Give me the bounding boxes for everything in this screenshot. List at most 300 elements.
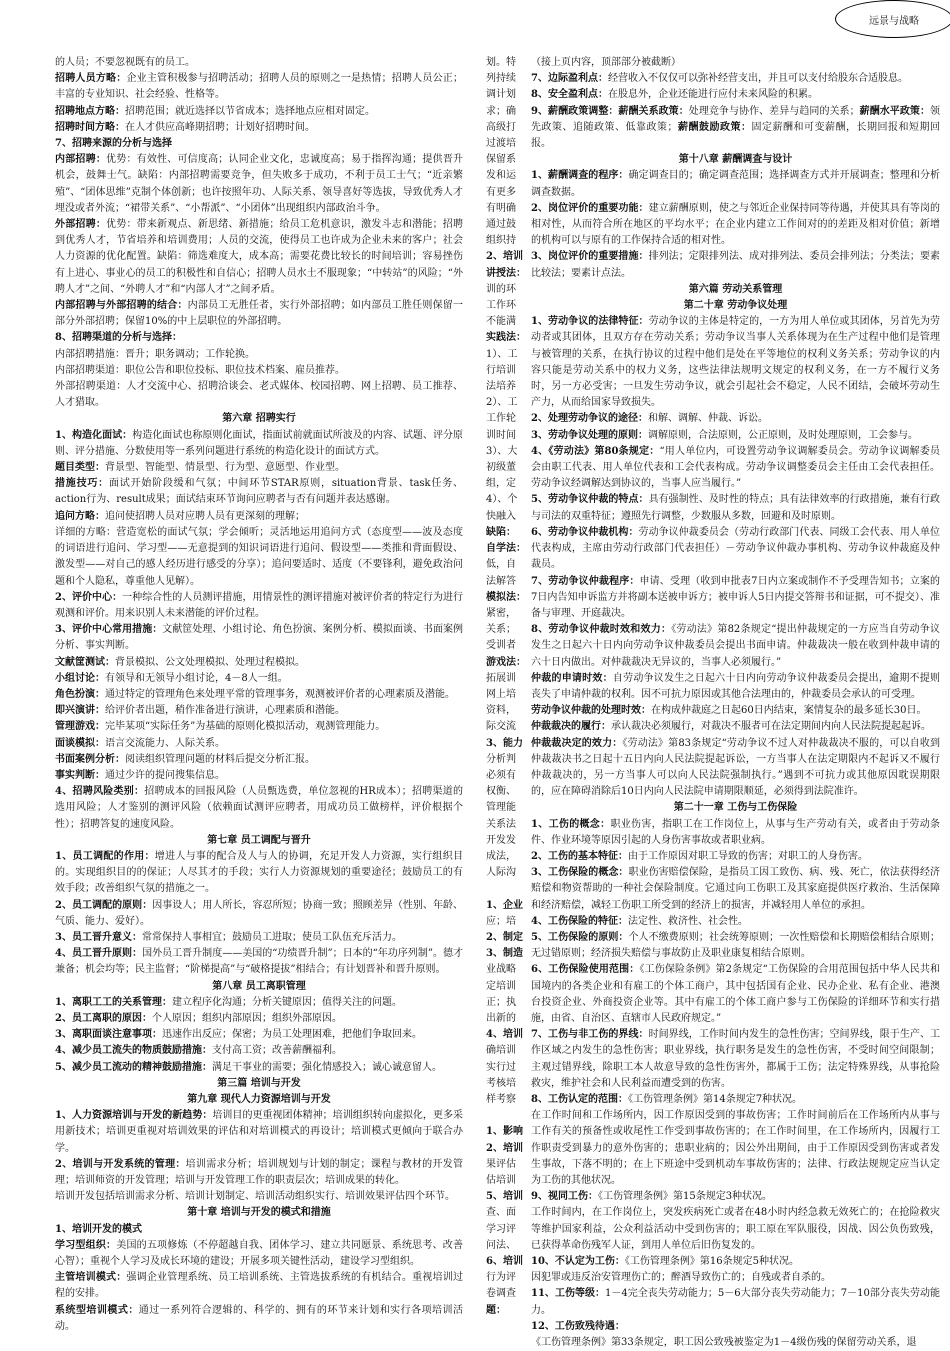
paragraph-text: （接上页内容，顶部部分被截断） bbox=[531, 57, 681, 68]
paragraph-text: 自劳动争议发生之日起六十日内向劳动争议仲裁委员会提出，逾期不提则丧失了申请仲裁的权利。因不可抗力原因或其他合法理由的，仲裁委员会承认的可受理。 bbox=[531, 672, 940, 700]
fragment-line: 划。特 bbox=[486, 57, 516, 68]
paragraph-label: 3、员工晋升意义： bbox=[55, 931, 142, 943]
paragraph-text: 经营收入不仅仅可以弥补经营支出，并且可以支付给股东合适股息。 bbox=[607, 73, 908, 85]
paragraph-text: 在构成仲裁庭之日起60日内结束，案情复杂的最多延长30日。 bbox=[651, 705, 927, 717]
fragment-line: 网上培 bbox=[486, 688, 516, 700]
paragraph bbox=[55, 930, 463, 946]
fragment-line: 列持续 bbox=[486, 73, 516, 85]
fragment-line: 开发发 bbox=[486, 834, 516, 846]
paragraph bbox=[55, 476, 463, 508]
paragraph-label: 招聘人员方略： bbox=[55, 73, 127, 85]
paragraph bbox=[55, 898, 463, 930]
paragraph bbox=[55, 752, 463, 768]
paragraph bbox=[55, 703, 463, 719]
paragraph-label: 仲裁的申请时效： bbox=[531, 672, 613, 684]
paragraph bbox=[531, 87, 940, 103]
paragraph bbox=[55, 768, 463, 784]
paragraph-text: 建立程序化沟通；分析关键原因；值得关注的问题。 bbox=[171, 996, 402, 1008]
paragraph bbox=[531, 411, 940, 427]
paragraph-text: 在工作时间和工作场所内，因工作原因受到的事故伤害；工作时间前后在工作场所内从事与工作有关的预备性或收尾性工作受到事故伤害的；在工作时间里，在工作场所内，因履行工作职责受到暴力的意外伤害的；患职业病的；因公外出期间，由于工作原因受到伤害或者发生事故，下落不明的；在上下班途中受到机动车事故伤害的；法律、行政法规规定应当认定为工伤的其他状况。 bbox=[531, 1110, 940, 1187]
paragraph bbox=[531, 1254, 940, 1270]
paragraph-label: 1、薪酬调查的程序： bbox=[531, 170, 629, 182]
paragraph-label: 7、劳动争议仲裁程序： bbox=[531, 575, 640, 587]
section-heading: 第二十章 劳动争议处理 bbox=[683, 300, 788, 312]
paragraph-text: 领先政策、追随政策、低靠政策； bbox=[531, 105, 940, 133]
paragraph bbox=[531, 104, 940, 153]
fragment-line: 正；执 bbox=[486, 996, 516, 1008]
paragraph bbox=[55, 136, 463, 152]
paragraph-text: 1－4完全丧失劳动能力；5－6大部分丧失劳动能力；7－10部分丧失劳动能力。 bbox=[531, 1288, 940, 1316]
fragment-line: 3、能力 bbox=[486, 737, 523, 749]
paragraph-label: 7、招聘来源的分析与选择 bbox=[55, 138, 172, 150]
paragraph-label: 仲裁裁决的履行： bbox=[531, 721, 611, 733]
fragment-line: 出新的 bbox=[486, 1012, 516, 1024]
paragraph-label: 6、劳动争议仲裁机构： bbox=[531, 526, 639, 538]
right-column bbox=[531, 55, 940, 1351]
fragment-line: 6、培训 bbox=[486, 1256, 523, 1268]
fragment-line: 估培训 bbox=[486, 1175, 516, 1187]
paragraph bbox=[55, 946, 463, 978]
fragment-line bbox=[486, 881, 528, 897]
fragment-line: 保留系 bbox=[486, 154, 516, 166]
paragraph-label: 12、工伤致残待遇： bbox=[531, 1320, 625, 1332]
paragraph-text: 美国的五项修炼（不停超越自我、团体学习、建立共同愿景、系统思考、改善心智）；重视个人学习及成长环境的建设；开展多项关键性活动，建设学习型组织。 bbox=[55, 1239, 463, 1268]
paragraph bbox=[531, 865, 940, 914]
paragraph bbox=[55, 363, 463, 379]
paragraph-text: 背景型、智能型、情景型、行为型、意愿型、作业型。 bbox=[105, 462, 345, 474]
fragment-line: 应；培 bbox=[486, 915, 516, 927]
paragraph-text: 《劳动法》第83条规定“劳动争议不过人对仲裁裁决不服的，可以自收到仲裁裁决书之日起十五日内向人民法院提起诉讼，一方当事人在法定期限内不起诉又不履行仲裁裁决的，另一方当事人可以向人民法院强制执行。”遇到不可抗力或其他原因耽误期限的，应在障碍消除后10日内向人民法院申请期限顺延，必须得到法院准许。 bbox=[531, 737, 940, 798]
paragraph bbox=[55, 379, 463, 411]
paragraph-label: 9、视同工伤： bbox=[531, 1191, 598, 1203]
paragraph-label: 3、评价中心常用措施： bbox=[55, 624, 163, 636]
paragraph bbox=[55, 655, 463, 671]
paragraph-text: 《工伤保险条例》第2条规定“工伤保险的合用范围包括中华人民共和国境内的各类企业和有雇工的个体工商户，其中包括国有企业、民办企业、私有企业、港澳台投资企业、外商投资企业等。其中有雇工的个体工商户参与工伤保险的详细环节和实行措施，由省、自治区、直辖市人民政府规定。” bbox=[531, 964, 940, 1024]
paragraph-label: 题目类型： bbox=[55, 462, 105, 474]
fragment-line: 拓展训 bbox=[486, 672, 516, 684]
section-heading: 第三篇 培训与开发 bbox=[217, 1077, 301, 1089]
fragment-line: 1、影响 bbox=[486, 1126, 523, 1138]
paragraph-label: 学习型组织： bbox=[55, 1239, 117, 1251]
paragraph bbox=[55, 590, 463, 622]
fragment-line: 查、面 bbox=[486, 1207, 516, 1219]
paragraph-text: 国外员工晋升制度——美国的“功绩晋升制”；日本的“年功序列制”。德才兼备；机会均等；民主监督；“阶梯提高”与“破格提拔”相结合；有计划晋补和晋升原则。 bbox=[55, 948, 463, 976]
fragment-line bbox=[486, 1108, 528, 1124]
paragraph bbox=[55, 1303, 463, 1335]
paragraph-label: 追问方略： bbox=[55, 510, 105, 522]
fragment-line: 3）、大 bbox=[486, 445, 518, 457]
paragraph-label: 6、工伤保险使用范围： bbox=[531, 964, 640, 976]
paragraph-text: 《工伤管理条例》第33条规定，职工因公致残被鉴定为1－4级伤残的保留劳动关系，退 bbox=[531, 1337, 917, 1349]
section-heading: 第九章 现代人力资源培训与开发 bbox=[187, 1094, 331, 1105]
paragraph bbox=[531, 1205, 940, 1254]
paragraph-label: 2、工伤的基本特征： bbox=[531, 850, 628, 862]
fragment-line: 过渡培 bbox=[486, 138, 516, 150]
paragraph-label: 10、不认定为工伤： bbox=[531, 1256, 625, 1268]
paragraph bbox=[531, 622, 940, 671]
paragraph bbox=[531, 1319, 940, 1335]
paragraph-text: 在股息外，企业还能进行应付未来风险的积累。 bbox=[607, 89, 818, 101]
fragment-line: 游戏法： bbox=[486, 656, 526, 668]
fragment-line: 2、制定 bbox=[486, 931, 523, 943]
fragment-line: 必须有 bbox=[486, 769, 516, 781]
fragment-line: 3、制造 bbox=[486, 948, 523, 960]
fragment-line: 卷调查 bbox=[486, 1288, 516, 1300]
paragraph-text: 优势：带来新观点、新思绪、新措施；给员工危机意识，激发斗志和潜能；招聘到优秀人才，节省培养和培训费用；人员的交流，使得员工也许成为企业未来的客户；社会人力资源的优化配置。缺陷：筛选难度大，成本高；需要花费比较长的时间培训；容易挫伤有上进心、事业心的员工的积极性和自信心；招聘人员水土不服现象；“中转站”的风险；“外聘人才”之间、“外聘人才”和“内部人才”之间矛盾。 bbox=[55, 219, 463, 295]
section-heading: 第八章 员工离职管理 bbox=[212, 980, 306, 992]
paragraph-label: 1、离职工工的关系管理： bbox=[55, 996, 172, 1008]
paragraph bbox=[531, 671, 940, 703]
paragraph-label: 4、员工晋升原则： bbox=[55, 948, 143, 960]
fragment-line: 问法、 bbox=[486, 1239, 516, 1251]
paragraph-text: 培训需求分析；培训规划与计划的制定；课程与教材的开发管理；培训师资的开发管理；培训与开发管理工作的职责层次；培训成果的转化。 bbox=[55, 1158, 463, 1187]
paragraph-text: 外部招聘渠道：人才交流中心、招聘洽谈会、老式媒体、校园招聘、网上招聘、员工推荐、人才猎取。 bbox=[55, 381, 463, 409]
paragraph-text: 处理竞争与协作、差异与趋同的关系； bbox=[688, 105, 860, 117]
fragment-line: 实践法： bbox=[486, 332, 526, 344]
paragraph-label: 8、招聘渠道的分析与选择： bbox=[55, 332, 182, 344]
fragment-line: 行培训 bbox=[486, 364, 516, 376]
fragment-line: 样考察 bbox=[486, 1094, 516, 1105]
paragraph bbox=[531, 849, 940, 865]
paragraph bbox=[531, 962, 940, 1027]
fragment-line: 2、培训 bbox=[486, 251, 523, 263]
paragraph-label: 仲裁裁决定的效力： bbox=[531, 737, 623, 749]
paragraph-label: 措施技巧： bbox=[55, 478, 109, 490]
fragment-line: 低，自 bbox=[486, 559, 516, 571]
fragment-line: 资料， bbox=[486, 705, 516, 717]
fragment-line: 法解答 bbox=[486, 575, 516, 587]
fragment-line: 管理能 bbox=[486, 802, 516, 814]
paragraph-label: 管理游戏： bbox=[55, 721, 105, 733]
section-heading: 第六章 招聘实行 bbox=[222, 413, 296, 425]
fragment-line: 有明确 bbox=[486, 202, 516, 214]
paragraph-text: 强调企业管理系统、员工培训系统、主管选拔系统的有机结合。重视培训过程的安排。 bbox=[55, 1272, 463, 1300]
paragraph-label: 8、安全盈利点： bbox=[531, 89, 608, 101]
paragraph bbox=[531, 736, 940, 801]
fragment-line: 求；确 bbox=[486, 105, 516, 117]
paragraph-text: 企业主管积极参与招聘活动；招聘人员的原则之一是热情；招聘人员公正；丰富的专业知识、社会经验、性格等。 bbox=[55, 73, 463, 101]
paragraph-label: 1、员工调配的作用： bbox=[55, 850, 155, 862]
paragraph-label: 主管培训模式： bbox=[55, 1272, 127, 1284]
fragment-line: 工作环 bbox=[486, 300, 516, 312]
fragment-line: 分析判 bbox=[486, 753, 516, 765]
paragraph-text: 详细的方略：营造宽松的面试气氛；学会倾听；灵活地运用追问方式（态度型——波及态度的词语进行追问、学习型——无意提到的知识词语进行追问、假设型——类推和背面假设、激发型——对自己的感人经历进行感受的分享）；追问要适时、适度（不要锋利，避免政治问题和个人隐私，尊重他人见解）。 bbox=[55, 526, 463, 587]
fragment-line: 行为评 bbox=[486, 1272, 516, 1284]
fragment-line: 讲授法： bbox=[486, 267, 526, 279]
paragraph bbox=[531, 55, 940, 71]
fragment-line: 4、培训 bbox=[486, 1029, 523, 1041]
paragraph-text: 通过特定的管理角色来处理平常的管理事务，观测被评价者的心理素质及潜能。 bbox=[105, 688, 455, 700]
paragraph-text: 工作时间内，在工作岗位上，突发疾病死亡或者在48小时内经急救无效死亡的；在抢险救灾等维护国家利益，公众利益活动中受到伤害的；职工原在军队服役，因战、因公负伤致残，已获得革命伤残军人证，到用人单位后旧伤复发的。 bbox=[531, 1207, 940, 1251]
fragment-line: 组织持 bbox=[486, 235, 516, 247]
fragment-line: 果评估 bbox=[486, 1158, 516, 1170]
paragraph-label: 9、薪酬政策调整：薪酬关系政策： bbox=[531, 105, 689, 117]
paragraph bbox=[55, 995, 463, 1011]
paragraph bbox=[55, 1011, 463, 1027]
fragment-line: 实行过 bbox=[486, 1061, 516, 1073]
paragraph-text: 《工伤管理条例》第14条规定7种状况。 bbox=[627, 1094, 803, 1105]
paragraph-label: 2、岗位评价的重要功能： bbox=[531, 202, 649, 214]
paragraph-text: 一种综合性的人员测评措施，用情景性的测评措施对被评价者的特定行为进行观测和评价。用来识别人未来潜能的评价过程。 bbox=[55, 591, 463, 619]
paragraph bbox=[531, 249, 940, 281]
paragraph-text: 建立薪酬原则，使之与邻近企业保持同等待遇，并使其具有等岗的相对性，从而符合所在地区的平均水平；在企业内建立工作间对的的差距及相对价值；新增的机构可以与原有的工作保持合适的相对性。 bbox=[531, 202, 940, 247]
paragraph-label: 3、工伤保险的概念： bbox=[531, 867, 629, 879]
paragraph-text: 常常保持人事相宜；鼓励员工进取；使员工队伍充斥活力。 bbox=[141, 931, 402, 943]
paragraph bbox=[55, 330, 463, 346]
fragment-line: 发和运 bbox=[486, 170, 516, 182]
paragraph-text: 通过少许的提问搜集信息。 bbox=[105, 769, 225, 781]
paragraph-label: 2、评价中心： bbox=[55, 591, 123, 603]
paragraph-label: 1、劳动争议的法律特征： bbox=[531, 316, 649, 328]
fragment-line: 模拟法： bbox=[486, 591, 526, 603]
fragment-line: 2、培训 bbox=[486, 1142, 523, 1154]
paragraph bbox=[531, 1092, 940, 1108]
paragraph bbox=[531, 1108, 940, 1189]
paragraph-label: 3、离职面谈注意事项： bbox=[55, 1029, 162, 1041]
paragraph bbox=[55, 784, 463, 833]
fragment-line: 业战略 bbox=[486, 964, 516, 976]
paragraph bbox=[531, 1335, 940, 1351]
paragraph-text: 优势：有效性、可信度高；认同企业文化，忠诚度高；易于指挥沟通；提供晋升机会，鼓舞士气。缺陷：内部招聘需要竞争，但失败多于成功，不利于员工士气；“近亲繁殖”、“团体思维”克制个体创新；也许按照年功、人际关系、领导喜好等选拔，导致优秀人才埋没或者外流；“裙带关系”、“小帮派”、“小团体”出现组织内部政治斗争。 bbox=[55, 154, 463, 214]
paragraph-text: 在人才供应高峰期招聘；计划好招聘时间。 bbox=[125, 121, 315, 133]
paragraph bbox=[55, 1222, 463, 1238]
paragraph-text: 招聘范围；就近选择以节省成本；选择地点应相对固定。 bbox=[125, 105, 375, 117]
paragraph-label: 书面案例分析： bbox=[55, 753, 125, 765]
fragment-line: 学习评 bbox=[486, 1223, 516, 1235]
paragraph-text: 调解原则，合法原则，公正原则，及时处理原则，工会参与。 bbox=[647, 429, 918, 441]
fragment-line: 训时间 bbox=[486, 429, 516, 441]
middle-column-fragment bbox=[486, 55, 528, 1344]
paragraph-text: 满足干事业的需要；强化情感投入；诚心诚意留人。 bbox=[211, 1061, 442, 1073]
paragraph-text: 《工伤管理条例》第16条规定5种状况。 bbox=[624, 1256, 800, 1268]
paragraph bbox=[55, 736, 463, 752]
paragraph-label: 2、处理劳动争议的途径： bbox=[531, 413, 648, 425]
paragraph-text: 和解、调解、仲裁、诉讼。 bbox=[647, 413, 768, 425]
fragment-line: 缺陷： bbox=[486, 526, 516, 538]
fragment-line: 训的环 bbox=[486, 283, 516, 295]
paragraph-text: 《劳动法》第82条规定“提出仲裁规定的一方应当自劳动争议发生之日起六十日内向劳动争议仲裁委员会提出书面申请。仲裁裁决一般在收到仲裁申请的六十日内做出。对仲裁裁决无异议的，当事人必须履行。” bbox=[531, 624, 940, 668]
paragraph-label: 3、劳动争议处理的原则： bbox=[531, 429, 648, 441]
paragraph bbox=[55, 1157, 463, 1189]
paragraph-text: 内部招聘措施：晋升；职务调动；工作轮换。 bbox=[55, 348, 255, 360]
paragraph-text: 通过一系列符合逻辑的、科学的、拥有的环节来计划和实行各项培训活动。 bbox=[55, 1304, 463, 1332]
paragraph-text: 面试开始阶段缓和气氛；中间环节STAR原则，situation背景、task任务、action行为、result成果；面试结束环节询问应聘者与否有问题并表达感谢。 bbox=[55, 478, 463, 506]
paragraph bbox=[531, 574, 940, 623]
paragraph-text: 培训开发包括培训需求分析、培训计划制定、培训活动组织实行、培训效果评估四个环节。 bbox=[55, 1191, 455, 1203]
paragraph bbox=[531, 914, 940, 930]
paragraph-text: 培训目的更重视团体精神；培训组织转向虚拟化，更多采用新技术；培训更重视对培训效果的评估和对培训模式的再设计；培训模式更倾向于联合办学。 bbox=[55, 1110, 463, 1154]
paragraph bbox=[55, 1270, 463, 1302]
paragraph-label: 2、员工调配的原则： bbox=[55, 899, 153, 911]
paragraph bbox=[55, 1027, 463, 1043]
paragraph-text: 迅速作出反应；保密；为员工处理困难，把他们争取回来。 bbox=[161, 1029, 422, 1041]
paragraph bbox=[531, 817, 940, 849]
paragraph bbox=[55, 104, 463, 120]
paragraph-text: 支付高工资；改善薪酬福利。 bbox=[211, 1045, 342, 1057]
paragraph bbox=[55, 1043, 463, 1059]
fragment-line: 际交流 bbox=[486, 721, 516, 733]
fragment-line: 确培训 bbox=[486, 1045, 516, 1057]
paragraph bbox=[55, 120, 463, 136]
paragraph-text: 时间界线，工作时间内发生的急性伤害；空间界线，限于生产、工作区域之内发生的急性伤害；职业界线，执行职务是发生的急性伤害，不受时间空间限制；主观过错界线，除职工本人故意导致的急性伤害外，都属于工伤；法定特殊界线，从事抢险救灾，维护社会和人民利益而遭受到的伤害。 bbox=[531, 1029, 940, 1089]
paragraph-label: 薪酬鼓励政策： bbox=[677, 121, 752, 133]
paragraph bbox=[55, 1060, 463, 1076]
fragment-line: 初级董 bbox=[486, 462, 516, 474]
paragraph-label: 1、构造化面试： bbox=[55, 429, 133, 441]
fragment-line: 定培训 bbox=[486, 980, 516, 992]
fragment-line: 法培养 bbox=[486, 381, 516, 393]
paragraph-text: 申请、受理（收到申批表7日内立案或制作不予受理告知书；立案的7日内告知申诉监方并将副本送被申诉方；被申诉人5日内提交答辩书和证据，可不提交）、准备与审理、开庭裁决。 bbox=[531, 575, 940, 619]
paragraph-text: 的人员；不要忽视既有的员工。 bbox=[55, 57, 195, 68]
paragraph bbox=[55, 671, 463, 687]
paragraph-label: 事实判断： bbox=[55, 769, 105, 781]
paragraph bbox=[531, 428, 940, 444]
paragraph-text: 阅读组织管理问题的材料后提交分析汇报。 bbox=[125, 753, 315, 765]
fragment-line: 题： bbox=[486, 1304, 506, 1316]
fragment-line: 不能满 bbox=[486, 316, 516, 328]
fragment-line: 关系； bbox=[486, 624, 516, 636]
paragraph-text: 给评价者出题，稍作准备进行演讲，心理素质和潜能。 bbox=[105, 705, 345, 717]
paragraph bbox=[55, 298, 463, 330]
paragraph-label: 2、培训与开发系统的管理： bbox=[55, 1158, 186, 1170]
paragraph-label: 1、工伤的概念： bbox=[531, 818, 611, 830]
section-heading: 第六篇 劳动关系管理 bbox=[688, 283, 783, 295]
paragraph-text: 排列法；定限排列法、成对排列法、委员会排列法；分类法；要素比较法；要素计点法。 bbox=[531, 251, 940, 279]
paragraph bbox=[531, 1189, 940, 1205]
paragraph bbox=[55, 1238, 463, 1270]
paragraph-label: 招聘时间方略： bbox=[55, 121, 125, 133]
paragraph-label: 劳动争议仲裁的处理时效： bbox=[531, 705, 651, 717]
paragraph bbox=[531, 71, 940, 87]
paragraph-text: 个人原因；组织内部原因；组织外部原因。 bbox=[151, 1012, 342, 1024]
paragraph-label: 5、工伤保险的原则： bbox=[531, 931, 629, 943]
paragraph bbox=[531, 492, 940, 524]
paragraph-label: 文献筐测试： bbox=[55, 656, 115, 668]
paragraph-text: 构造化面试也称原则化面试，指面试前就面试所波及的内容、试题、评分原则、评分措施、分数使用等一系列问题进行系统的构造化设计的面试方式。 bbox=[55, 429, 463, 457]
paragraph-text: 由于工作原因对职工导致的伤害；对职工的人身伤害。 bbox=[627, 850, 868, 862]
badge-text: 远景与战略 bbox=[869, 15, 919, 27]
paragraph-label: 4、《劳动法》第80条规定： bbox=[531, 445, 660, 457]
paragraph-label: 7、边际盈利点： bbox=[531, 73, 608, 85]
fragment-line: 1）、工 bbox=[486, 348, 518, 360]
paragraph-label: 内部招聘： bbox=[55, 154, 107, 166]
paragraph-text: 承认裁决必须履行，对裁决不服者可在法定期间内向人民法院提起起诉。 bbox=[611, 721, 931, 733]
paragraph-text: 劳动争议的主体是特定的，一方为用人单位或其团体，另首先为劳动者或其团体，且双方存在劳动关系；劳动争议当事人关系体现为在生产过程中他们是管理与被管理的关系，在执行协议的过程中他们是处在平等地位的权利义务关系；劳动争议的内容只能是劳动关系中的权力义务，这些法律法规明文规定的权利义务，在一方不履行义务时，另一方必受害；一旦发生劳动争议，就会引起社会不稳定，人民不团结，会破坏劳动生产力，从而给国家导致损失。 bbox=[531, 316, 940, 409]
section-heading: 第十八章 薪酬调查与设计 bbox=[678, 154, 793, 166]
fragment-line: 权衡、 bbox=[486, 786, 516, 798]
fragment-line: 人际沟 bbox=[486, 867, 516, 879]
paragraph bbox=[531, 1027, 940, 1092]
paragraph-label: 5、劳动争议仲裁的特点： bbox=[531, 494, 649, 506]
paragraph bbox=[531, 525, 940, 574]
paragraph-text: 固定薪酬和可变薪酬，长期回报和短期回报。 bbox=[531, 121, 940, 150]
paragraph bbox=[55, 1189, 463, 1205]
paragraph-text: 背景模拟、公文处理模拟、处理过程模拟。 bbox=[115, 656, 305, 668]
paragraph bbox=[55, 347, 463, 363]
left-column bbox=[55, 55, 463, 1335]
paragraph-label: 5、减少员工流动的精神鼓励措施： bbox=[55, 1061, 212, 1073]
paragraph bbox=[531, 1270, 940, 1286]
paragraph bbox=[531, 201, 940, 250]
paragraph bbox=[531, 168, 940, 200]
paragraph-label: 1、培训开发的模式 bbox=[55, 1223, 142, 1235]
paragraph-label: 2、员工离职的原因： bbox=[55, 1012, 152, 1024]
paragraph-text: 《工伤管理条例》第15条规定3种状况。 bbox=[597, 1191, 773, 1203]
paragraph-label: 小组讨论： bbox=[55, 672, 105, 684]
fragment-line: 1、企业 bbox=[486, 899, 523, 911]
paragraph bbox=[55, 152, 463, 217]
paragraph-label: 4、减少员工流失的物质鼓励措施： bbox=[55, 1045, 212, 1057]
paragraph-text: 完毕某项“实际任务”为基础的原则化模拟活动，观测管理能力。 bbox=[105, 721, 386, 733]
paragraph bbox=[55, 1108, 463, 1157]
paragraph-label: 面谈模拟： bbox=[55, 737, 105, 749]
fragment-line: 考核培 bbox=[486, 1077, 516, 1089]
paragraph bbox=[55, 71, 463, 103]
paragraph bbox=[531, 930, 940, 962]
paragraph-label: 薪酬水平政策： bbox=[859, 105, 930, 117]
paragraph bbox=[531, 314, 940, 411]
paragraph bbox=[531, 444, 940, 493]
fragment-line: 4）、个 bbox=[486, 494, 518, 506]
paragraph-text: 劳动争议仲裁委员会（劳动行政部门代表、同级工会代表、用人单位代表构成，主席由劳动行政部门代表担任）－劳动争议仲裁办事机构、劳动争议仲裁庭及仲裁员。 bbox=[531, 526, 940, 571]
paragraph-label: 内部招聘与外部招聘的结合： bbox=[55, 300, 188, 312]
paragraph-text: 追问使招聘人员对应聘人员有更深刻的理解； bbox=[105, 510, 305, 522]
fragment-line: 关系法 bbox=[486, 818, 516, 830]
paragraph bbox=[55, 509, 463, 525]
fragment-line: 受训者 bbox=[486, 640, 516, 652]
paragraph-text: 职业伤害赔偿保险，是指员工因工致伤、病、残、死亡，依法获得经济赔偿和物资帮助的一种社会保险制度。它通过向工伤职工及其家庭提供医疗救治、生活保障和经济赔偿，减轻工伤职工所受到的经济上的损害，并减轻用人单位的承担。 bbox=[531, 867, 940, 911]
paragraph-text: 内部员工无胜任者，实行外部招聘；如内部员工胜任则保留一部分外部招聘；保留10%的中上层职位的外部招聘。 bbox=[55, 300, 463, 328]
paragraph bbox=[531, 703, 940, 719]
fragment-line: 紧密， bbox=[486, 607, 516, 619]
paragraph-text: 内部招聘渠道：职位公告和职位投标、职位技术档案、雇员推荐。 bbox=[55, 364, 345, 376]
paragraph-text: 文献筐处理、小组讨论、角色扮演、案例分析、模拟面谈、书面案例分析、事实判断。 bbox=[55, 624, 463, 652]
paragraph-label: 7、工伤与非工伤的界线： bbox=[531, 1029, 649, 1041]
fragment-line: 工作轮 bbox=[486, 413, 516, 425]
paragraph bbox=[55, 55, 463, 71]
paragraph-label: 招聘地点方略： bbox=[55, 105, 125, 117]
fragment-line: 成法， bbox=[486, 850, 516, 862]
paragraph bbox=[55, 849, 463, 898]
paragraph bbox=[55, 525, 463, 590]
paragraph-text: 具有强制性、及时性的特点；具有法律效率的行政措施，兼有行政与司法的双重特征；遵照先行调整，少数服从多数，回避和及时原则。 bbox=[531, 494, 940, 522]
paragraph-text: 法定性、救济性、社会性。 bbox=[627, 915, 748, 927]
paragraph bbox=[531, 1286, 940, 1318]
paragraph-label: 角色扮演： bbox=[55, 688, 105, 700]
fragment-line: 组，定 bbox=[486, 478, 516, 490]
fragment-line: 快融入 bbox=[486, 510, 516, 522]
paragraph-text: 职业伤害，指职工在工作岗位上，从事与生产劳动有关，或者由于劳动条件、作业环境等原因引起的人身伤害事故或者职业病。 bbox=[531, 818, 940, 846]
paragraph-label: 1、人力资源培训与开发的新趋势： bbox=[55, 1110, 213, 1122]
fragment-line: 高级打 bbox=[486, 121, 516, 133]
paragraph-label: 3、岗位评价的重要措施： bbox=[531, 251, 649, 263]
paragraph-label: 系统型培训模式： bbox=[55, 1304, 139, 1316]
paragraph bbox=[55, 460, 463, 476]
paragraph-text: 确定调查目的；确定调查范围；选择调查方式并开展调查；整理和分析调查数据。 bbox=[531, 170, 940, 198]
fragment-line: 5、培训 bbox=[486, 1191, 523, 1203]
paragraph bbox=[55, 687, 463, 703]
section-heading: 第七章 员工调配与晋升 bbox=[207, 834, 311, 846]
section-heading: 第二十一章 工伤与工伤保险 bbox=[673, 802, 798, 814]
section-heading: 第十章 培训与开发的模式和措施 bbox=[187, 1207, 331, 1219]
paragraph bbox=[531, 719, 940, 735]
paragraph-text: 因犯罪或违反治安管理伤亡的；醉酒导致伤亡的；自残或者自杀的。 bbox=[531, 1272, 831, 1284]
paragraph-label: 4、工伤保险的特征： bbox=[531, 915, 628, 927]
fragment-line: 有更多 bbox=[486, 186, 516, 198]
paragraph-text: 有领导和无领导小组讨论，4－8人一组。 bbox=[105, 672, 288, 684]
fragment-line: 自学法： bbox=[486, 543, 526, 555]
paragraph-text: “用人单位内，可设置劳动争议调解委员会。劳动争议调解委员会由职工代表、用人单位代表和工会代表构成。劳动争议调整委员会主任由工会代表担任。劳动争议经调解达到协议的，当事人应当履行。” bbox=[531, 445, 940, 490]
